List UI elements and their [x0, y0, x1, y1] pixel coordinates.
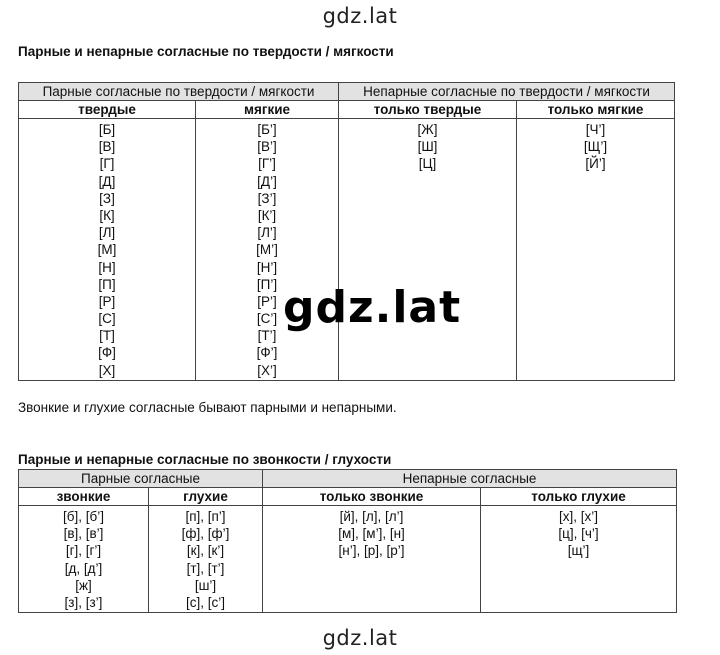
consonant-entry: [к], [к’]: [186, 543, 225, 559]
consonant-entry: [ж]: [75, 577, 92, 593]
cell-only-hard-list: [339, 119, 517, 381]
consonant-entry: [П’]: [256, 276, 278, 292]
cell-voiceless-list: [149, 506, 263, 613]
consonant-entry: [Л]: [98, 225, 116, 241]
group-header-unpaired: Непарные согласные: [263, 470, 677, 488]
consonant-entry: [П]: [98, 276, 116, 292]
column-header-soft: мягкие: [196, 101, 339, 119]
consonant-entry: [щ’]: [567, 543, 590, 559]
consonant-entry: [В]: [98, 139, 116, 155]
consonant-entry: [Р’]: [257, 293, 277, 309]
cell-only-voiced-list: [263, 506, 481, 613]
group-header-unpaired: Непарные согласные по твердости / мягкости: [339, 83, 675, 101]
consonant-entry: [м], [м’], [н]: [338, 526, 405, 542]
consonant-entry: [Ш]: [417, 139, 438, 155]
consonant-entry: [Б’]: [257, 122, 277, 137]
consonant-entry: [М]: [97, 242, 117, 258]
group-header-paired: Парные согласные: [19, 470, 263, 488]
consonant-entry: [й], [л], [л’]: [339, 509, 404, 524]
consonant-entry: [Г’]: [258, 156, 276, 172]
section1-heading: Парные и непарные согласные по твердости / мягкости: [18, 44, 394, 59]
consonant-entry: [Ц]: [418, 156, 437, 172]
column-header-hard: твердые: [19, 101, 196, 119]
consonant-entry: [ф], [ф’]: [181, 526, 230, 542]
consonant-entry: [К]: [99, 207, 115, 223]
consonant-entry: [Ф]: [98, 345, 116, 361]
consonant-entry: [Л’]: [257, 225, 277, 241]
consonant-entry: [п], [п’]: [185, 509, 226, 524]
consonant-entry: [х], [х’]: [559, 509, 599, 524]
consonant-entry: [Н]: [98, 259, 116, 275]
consonant-entry: [М’]: [256, 242, 278, 258]
cell-only-voiceless-list: [481, 506, 677, 613]
consonant-entry: [Р]: [98, 293, 116, 309]
consonant-entry: [Ф’]: [256, 345, 278, 361]
consonant-entry: [д, [д’]: [64, 560, 103, 576]
consonant-entry: [з], [з’]: [64, 594, 103, 610]
voicing-table: [18, 469, 677, 613]
watermark-bottom: gdz.lat: [322, 626, 398, 650]
cell-soft-list: [196, 119, 339, 381]
cell-hard-list: [19, 119, 196, 381]
consonant-entry: [З’]: [257, 190, 277, 206]
column-header-only-voiceless: только глухие: [481, 488, 677, 506]
consonant-entry: [Х’]: [257, 362, 277, 378]
consonant-entry: [Ч’]: [585, 122, 606, 137]
cell-only-soft-list: [517, 119, 675, 381]
consonant-entry: [Н’]: [256, 259, 278, 275]
column-header-only-soft: только мягкие: [517, 101, 675, 119]
paragraph-voiced-voiceless: Звонкие и глухие согласные бывают парными и непарными.: [18, 400, 397, 415]
column-header-voiceless: глухие: [149, 488, 263, 506]
column-header-only-hard: только твердые: [339, 101, 517, 119]
watermark-center: gdz.lat: [283, 282, 462, 333]
consonant-entry: [ш’]: [194, 577, 217, 593]
consonant-entry: [т], [т’]: [186, 560, 225, 576]
section2-heading: Парные и непарные согласные по звонкости / глухости: [18, 452, 392, 467]
consonant-entry: [Х]: [98, 362, 116, 378]
column-header-voiced: звонкие: [19, 488, 149, 506]
consonant-entry: [с], [с’]: [186, 594, 226, 610]
consonant-entry: [н’], [р], [р’]: [338, 543, 405, 559]
consonant-entry: [С]: [98, 311, 116, 327]
consonant-entry: [Г]: [99, 156, 115, 172]
consonant-entry: [З]: [99, 190, 115, 206]
column-header-only-voiced: только звонкие: [263, 488, 481, 506]
hardness-table: [18, 82, 675, 381]
consonant-entry: [С’]: [256, 311, 278, 327]
watermark-top: gdz.lat: [322, 4, 398, 28]
consonant-entry: [Ж]: [417, 122, 438, 137]
consonant-entry: [Д’]: [257, 173, 277, 189]
consonant-entry: [В’]: [257, 139, 277, 155]
consonant-entry: [в], [в’]: [63, 526, 104, 542]
consonant-entry: [ц], [ч’]: [558, 526, 599, 542]
consonant-entry: [Т’]: [257, 328, 277, 344]
group-header-paired: Парные согласные по твердости / мягкости: [19, 83, 339, 101]
consonant-entry: [К’]: [257, 207, 277, 223]
consonant-entry: [Д]: [98, 173, 116, 189]
consonant-entry: [Б]: [98, 122, 116, 137]
consonant-entry: [б], [б’]: [63, 509, 104, 524]
consonant-entry: [Й’]: [585, 156, 606, 172]
cell-voiced-list: [19, 506, 149, 613]
consonant-entry: [Т]: [99, 328, 115, 344]
consonant-entry: [Щ’]: [583, 139, 608, 155]
consonant-entry: [г], [г’]: [65, 543, 102, 559]
